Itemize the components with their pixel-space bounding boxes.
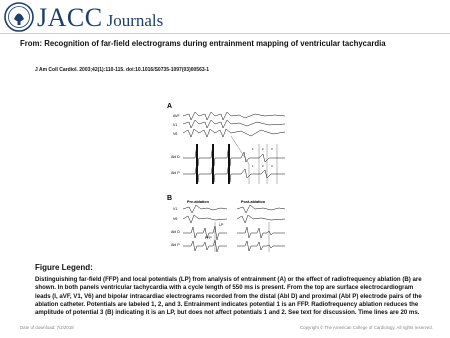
trace-v1 [183,120,285,128]
ecg-traces-a [183,112,285,182]
logo-main-text: JACC [37,3,103,32]
potential-number: 2 [262,147,264,151]
ffp-label: FFP [205,236,212,240]
trace-avf [183,112,285,120]
panel-b-label: B [167,195,173,202]
potential-number: 1 [252,147,254,151]
header [0,0,450,32]
copyright-notice: Copyright © The American College of Cardiology. All rights reserved. [300,325,433,330]
potential-number: 3 [271,164,273,168]
lead-label: Abl D [171,230,180,234]
figure-legend-title: Figure Legend: [35,263,93,272]
timing-lines-a [231,136,277,184]
logo-sub-text: Journals [106,11,164,30]
citation-link[interactable]: J Am Coll Cardiol. 2003;42(1):110-115. doi:10.1016/S0735-1097(03)00563-1 [35,67,210,73]
trace-abl-d [183,144,285,166]
potential-number: 3 [271,147,273,151]
figure-legend-text: Distinguishing far-field (FFP) and local potentials (LP) from analysis of entrainment (A) or the effect of radiofrequency ablation (B) are shown. In both panels ventricular tachycardia with a cycle length of 550 ms is present. From the top are surface electrocardiogram leads (I, aVF, V1, V6) and bipolar intracardiac electrograms recorded from the distal (Abl D) and proximal (Abl P) electrode pairs of the ablation catheter. Potentials are labeled 1, 2, and 3. Entrainment indicates potential 1 is an FFP. Radiofrequency ablation reduces the amplitude of potential 3 (B) indicating it is an LP, but does not affect potentials 1 and 2. See text for discussion. Time lines are 20 ms. [35,276,422,317]
lp-label: LP [219,223,224,227]
pacing-artifacts [196,144,230,184]
lead-label: Abl P [171,171,180,175]
journal-logo [37,3,163,33]
lead-label: V1 [173,207,178,211]
pre-ablation-label: Pre-ablation [187,200,209,204]
panel-a-label: A [167,103,173,110]
trace-v6 [183,129,285,137]
jacc-seal-logo [4,2,34,32]
lead-label: V6 [173,132,178,136]
lead-label: AVF [173,114,180,118]
potential-number: 1 [252,164,254,168]
ecg-traces-b [183,205,285,252]
header-divider [0,33,450,34]
download-date: Date of download: 7/2/2018 [20,325,74,330]
figure-image [165,100,287,258]
slide-title: From: Recognition of far-field electrograms during entrainment mapping of ventricular tachycardia [20,39,386,48]
lead-label: Abl P [171,243,180,247]
potential-number: 2 [262,164,264,168]
post-ablation-label: Post-ablation [241,200,266,204]
lead-label: V6 [173,217,178,221]
lead-label: Abl D [171,155,180,159]
lead-label: V1 [173,123,178,127]
